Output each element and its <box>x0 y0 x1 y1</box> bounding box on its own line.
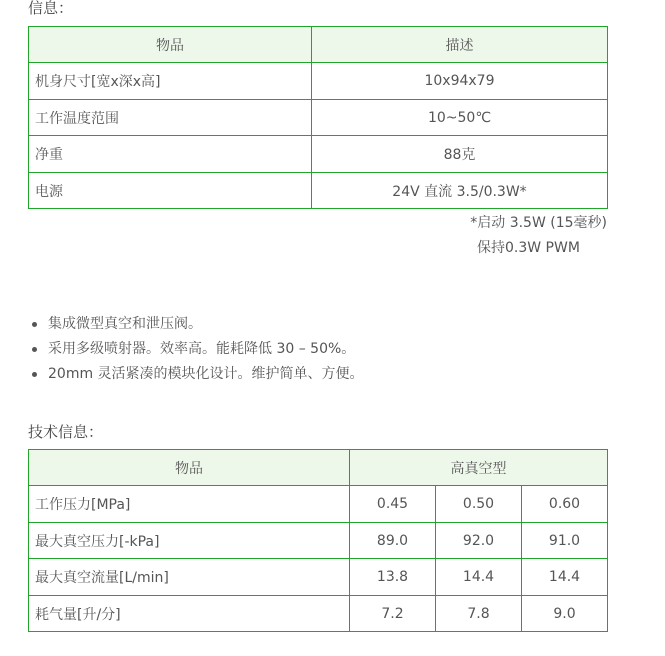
header-item: 物品 <box>29 27 312 63</box>
table-row <box>29 523 608 559</box>
bullet-icon <box>32 347 37 352</box>
tech-table <box>28 449 608 632</box>
list-item <box>28 362 364 387</box>
row-label: 工作压力[MPa] <box>29 486 350 523</box>
feature-text: 集成微型真空和泄压阀。 <box>48 316 202 332</box>
cell-value: 14.4 <box>522 559 608 596</box>
info-table <box>28 26 608 209</box>
header-high-vacuum: 高真空型 <box>350 450 608 486</box>
row-label: 电源 <box>29 173 312 209</box>
table-row <box>29 559 608 596</box>
row-label: 工作温度范围 <box>29 100 312 136</box>
row-value: 10~50℃ <box>312 100 608 136</box>
row-label: 净重 <box>29 136 312 173</box>
cell-value: 91.0 <box>522 523 608 559</box>
cell-value: 7.2 <box>350 596 436 632</box>
feature-list <box>28 312 364 387</box>
row-label: 机身尺寸[宽x深x高] <box>29 63 312 100</box>
row-label: 最大真空压力[-kPa] <box>29 523 350 559</box>
tech-heading: 技术信息： <box>28 423 104 441</box>
cell-value: 13.8 <box>350 559 436 596</box>
cell-value: 14.4 <box>436 559 522 596</box>
table-row <box>29 100 608 136</box>
row-value: 10x94x79 <box>312 63 608 100</box>
table-row <box>29 596 608 632</box>
list-item <box>28 312 364 337</box>
power-note-hold: 保持0.3W PWM <box>477 240 580 256</box>
cell-value: 92.0 <box>436 523 522 559</box>
power-note-startup: *启动 3.5W (15毫秒) <box>470 215 607 231</box>
bullet-icon <box>32 372 37 377</box>
table-row <box>29 173 608 209</box>
row-label: 最大真空流量[L/min] <box>29 559 350 596</box>
table-header-row <box>29 27 608 63</box>
header-item: 物品 <box>29 450 350 486</box>
feature-text: 20mm 灵活紧凑的模块化设计。维护简单、方便。 <box>48 366 364 382</box>
header-description: 描述 <box>312 27 608 63</box>
table-header-row <box>29 450 608 486</box>
cell-value: 7.8 <box>436 596 522 632</box>
cell-value: 0.45 <box>350 486 436 523</box>
list-item <box>28 337 364 362</box>
row-value: 88克 <box>312 136 608 173</box>
info-heading: 信息： <box>28 0 74 17</box>
feature-text: 采用多级喷射器。效率高。能耗降低 30 – 50%。 <box>48 341 356 357</box>
bullet-icon <box>32 322 37 327</box>
row-label: 耗气量[升/分] <box>29 596 350 632</box>
cell-value: 0.50 <box>436 486 522 523</box>
table-row <box>29 63 608 100</box>
row-value: 24V 直流 3.5/0.3W* <box>312 173 608 209</box>
cell-value: 0.60 <box>522 486 608 523</box>
cell-value: 89.0 <box>350 523 436 559</box>
table-row <box>29 136 608 173</box>
cell-value: 9.0 <box>522 596 608 632</box>
table-row <box>29 486 608 523</box>
